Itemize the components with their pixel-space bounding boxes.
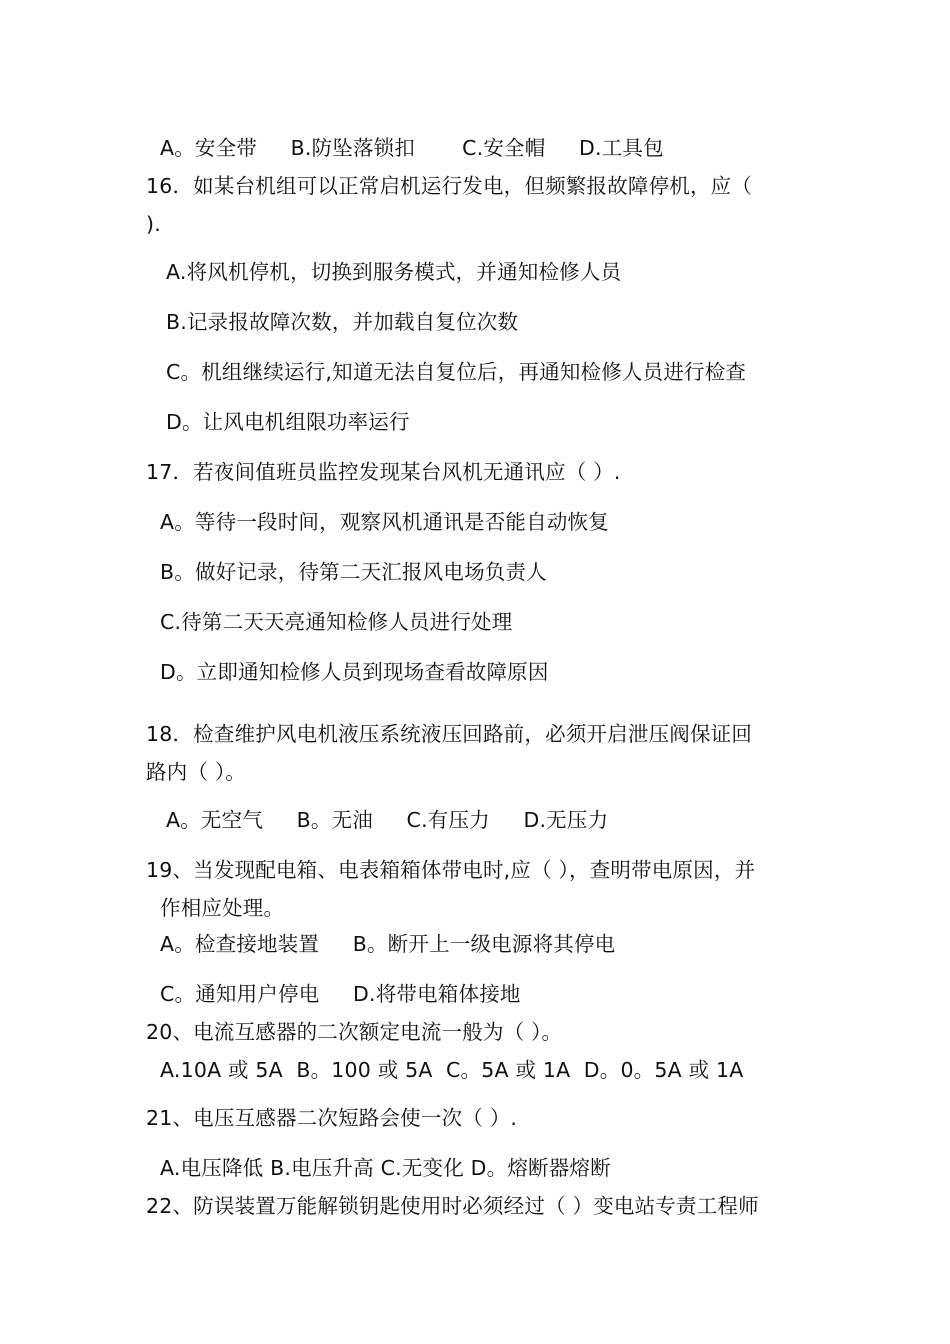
q18-text: 18．检查维护风电机液压系统液压回路前，必须开启泄压阀保证回 xyxy=(146,722,753,746)
q16-option-a: A.将风机停机，切换到服务模式，并通知检修人员 xyxy=(166,260,622,284)
q21-text: 21、电压互感器二次短路会使一次（ ）. xyxy=(146,1106,518,1130)
q16-option-c: C。机组继续运行,知道无法自复位后，再通知检修人员进行检查 xyxy=(166,360,747,384)
q17-option-a: A。等待一段时间，观察风机通讯是否能自动恢复 xyxy=(160,510,609,534)
q22-text: 22、防误装置万能解锁钥匙使用时必须经过（ ）变电站专责工程师 xyxy=(146,1194,759,1218)
q19-options-ab: A。检查接地装置 B。断开上一级电源将其停电 xyxy=(160,932,616,956)
q16-text-continued: ). xyxy=(146,212,161,236)
q17-option-c: C.待第二天天亮通知检修人员进行处理 xyxy=(160,610,513,634)
q15-options: A。安全带 B.防坠落锁扣 C.安全帽 D.工具包 xyxy=(160,136,664,160)
q17-option-b: B。做好记录，待第二天汇报风电场负责人 xyxy=(160,560,547,584)
q16-option-d: D。让风电机组限功率运行 xyxy=(166,410,410,434)
q19-options-cd: C。通知用户停电 D.将带电箱体接地 xyxy=(160,982,521,1006)
q21-options: A.电压降低 B.电压升高 C.无变化 D。熔断器熔断 xyxy=(160,1156,611,1180)
q18-options: A。无空气 B。无油 C.有压力 D.无压力 xyxy=(166,808,609,832)
q16-text: 16．如某台机组可以正常启机运行发电，但频繁报故障停机，应（ xyxy=(146,174,753,198)
q17-option-d: D。立即通知检修人员到现场查看故障原因 xyxy=(160,660,549,684)
q20-text: 20、电流互感器的二次额定电流一般为（ ）。 xyxy=(146,1020,563,1044)
q20-options: A.10A 或 5A B。100 或 5A C。5A 或 1A D。0。5A 或 1A xyxy=(160,1058,744,1082)
q17-text: 17．若夜间值班员监控发现某台风机无通讯应（ ）. xyxy=(146,460,621,484)
q19-text-continued: 作相应处理。 xyxy=(160,896,285,920)
q18-text-continued: 路内（ ）。 xyxy=(146,760,246,784)
q16-option-b: B.记录报故障次数，并加载自复位次数 xyxy=(166,310,519,334)
q19-text: 19、当发现配电箱、电表箱箱体带电时,应（ ），查明带电原因，并 xyxy=(146,858,756,882)
